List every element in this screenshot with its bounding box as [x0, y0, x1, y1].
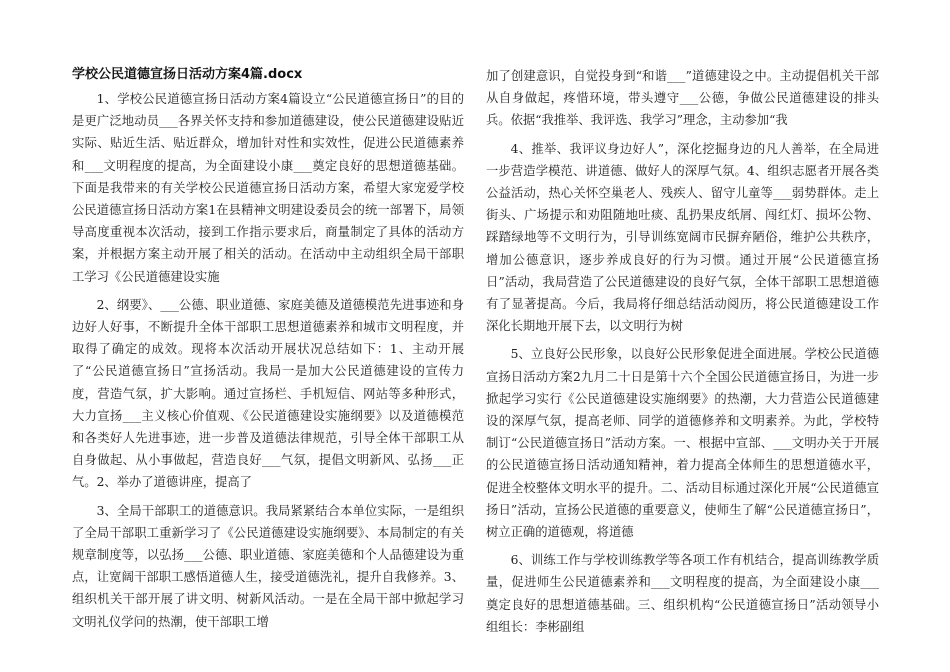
right-column [486, 65, 879, 644]
paragraph-3: 3、全局干部职工的道德意识。我局紧紧结合本单位实际，一是组织了全局干部职工重新学习了《公民道德建设实施纲要》、本局制定的有关规章制度等，以弘扬___公德、职业道德、家庭美德和个人品德建设为重点，让宽阔干部职工感悟道德人生，接受道德洗礼，提升自我修养。3、组织机关干部开展了讲文明、树新风活动。一是在全局干部中掀起学习文明礼仪学问的热潮，使干部职工增 [72, 503, 464, 629]
paragraph-2: 2、纲要》、___公德、职业道德、家庭美德及道德模范先进事迹和身边好人好事，不断提升全体干部职工思想道德素养和城市文明程度，并取得了确定的成效。现将本次活动开展状况总结如下：1、主动开展了“公民道德宣扬日”宣扬活动。我局一是加大公民道德建设的宣传力度，营造气氛，扩大影响。通过宣扬栏、手机短信、网站等多种形式，大力宣扬___主义核心价值观、《公民道德建设实施纲要》以及道德模范和各类好人先进事迹，进一步普及道德法律规范，引导全体干部职工从自身做起、从小事做起，营造良好___气氛，提倡文明新风、弘扬___正气。2、举办了道德讲座，提高了 [72, 297, 464, 490]
left-column [72, 64, 464, 639]
document-title: 学校公民道德宣扬日活动方案4篇.docx [72, 67, 303, 82]
paragraph-3-continued: 加了创建意识，自觉投身到“和谐___”道德建设之中。主动提倡机关干部从自身做起，疼惜环境，带头遵守___公德，争做公民道德建设的排头兵。依据“我推举、我评选、我学习”理念，主动参加“我 [486, 69, 879, 128]
paragraph-6: 6、训练工作与学校训练教学等各项工作有机结合，提高训练教学质量，促进师生公民道德素养和___文明程度的提高，为全面建设小康___奠定良好的思想道德基础。三、组织机构“公民道德宣扬日”活动领导小组组长：李彬副组 [486, 553, 879, 634]
paragraph-5: 5、立良好公民形象，以良好公民形象促进全面进展。学校公民道德宣扬日活动方案2九月二十日是第十六个全国公民道德宣扬日，为进一步掀起学习实行《公民道德建设实施纲要》的热潮，大力营造公民道德建设的深厚气氛，提高老师、同学的道德修养和文明素养。为此，学校特制订“公民道德宣扬日”活动方案。一、根据中宣部、___文明办关于开展的公民道德宣扬日活动通知精神，着力提高全体师生的思想道德水平，促进全校整体文明水平的提升。二、活动目标通过深化开展“公民道德宣扬日”活动，宣扬公民道德的重要意义，使师生了解“公民道德宣扬日”，树立正确的道德观，将道德 [486, 347, 879, 540]
paragraph-4: 4、推举、我评议身边好人”，深化挖掘身边的凡人善举，在全局进一步营造学模范、讲道德、做好人的深厚气氛。4、组织志愿者开展各类公益活动，热心关怀空巢老人、残疾人、留守儿童等___弱势群体。走上街头、广场提示和劝阻随地吐痰、乱扔果皮纸屑、闯红灯、损坏公物、踩踏绿地等不文明行为，引导训练宽阔市民摒弃陋俗，维护公共秩序，增加公德意识，逐步养成良好的行为习惯。通过开展“公民道德宣扬日”活动，我局营造了公民道德建设的良好气氛，全体干部职工思想道德有了显著提高。今后，我局将仔细总结活动阅历，将公民道德建设工作深化长期地开展下去，以文明行为树 [486, 141, 879, 334]
paragraph-1: 1、学校公民道德宣扬日活动方案4篇设立“公民道德宣扬日”的目的是更广泛地动员___各界关怀支持和参加道德建设，使公民道德建设贴近实际、贴近生活、贴近群众，增加针对性和实效性，促进公民道德素养和___文明程度的提高，为全面建设小康___奠定良好的思想道德基础。下面是我带来的有关学校公民道德宣扬日活动方案，希望大家宠爱学校公民道德宣扬日活动方案1在县精神文明建设委员会的统一部署下，局领导高度重视本次活动，接到工作指示要求后，商量制定了具体的活动方案，并根据方案主动开展了相关的活动。在活动中主动组织全局干部职工学习《公民道德建设实施 [72, 92, 464, 284]
